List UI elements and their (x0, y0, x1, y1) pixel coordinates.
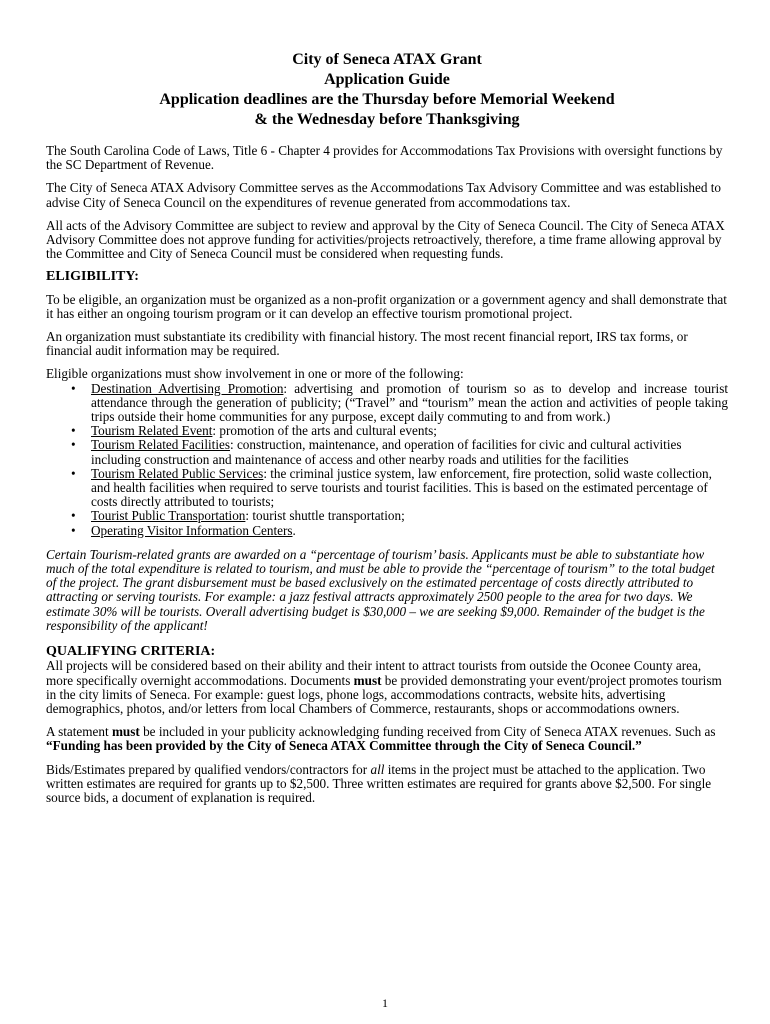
list-item (71, 522, 728, 538)
item-term: Tourism Related Facilities (91, 437, 230, 453)
document-page (46, 50, 728, 814)
bullet-icon: • (71, 380, 76, 396)
text-run: All projects will be considered based on their ability and their intent to attract tourists from outside the Oconee County area, more specifically overnight accommodations. Documents (46, 658, 702, 688)
eligibility-list (46, 382, 728, 538)
bullet-icon: • (71, 508, 76, 524)
item-text: . (292, 522, 296, 538)
title-line-1: City of Seneca ATAX Grant (292, 51, 482, 68)
emphasis-text: must (353, 672, 382, 688)
item-term: Tourism Related Public Services (91, 465, 264, 481)
bullet-icon: • (71, 522, 76, 538)
text-run: items in the project must be attached to the application. Two written estimates are required for grants up to $2,500. Three written estimates are required for grants above $2,500. For single source bids, a document of explanation is required. (46, 761, 712, 805)
qualifying-paragraph-1 (46, 659, 728, 716)
text-run: be included in your publicity acknowledging funding received from City of Seneca ATAX revenues. Such as (139, 724, 716, 740)
title-line-3: Application deadlines are the Thursday before Memorial Weekend (159, 91, 615, 108)
title-line-4: & the Wednesday before Thanksgiving (254, 111, 520, 128)
eligibility-paragraph-1: To be eligible, an organization must be organized as a non-profit organization or a government agency and shall demonstrate that it has either an ongoing tourism program or it can develop an effective tourism promotional project. (46, 291, 727, 321)
list-item (71, 465, 728, 510)
bullet-icon: • (71, 465, 76, 481)
document-title (46, 50, 728, 130)
item-term: Tourism Related Event (91, 423, 213, 439)
item-term: Operating Visitor Information Centers (91, 522, 293, 538)
eligibility-heading: ELIGIBILITY: (46, 269, 139, 285)
emphasis-text: must (111, 724, 140, 740)
text-run: Bids/Estimates prepared by qualified vendors/contractors for (46, 761, 371, 777)
funding-statement-quote: “Funding has been provided by the City of Seneca ATAX Committee through the City of Seneca Council.” (46, 738, 642, 754)
eligibility-paragraph-2: An organization must substantiate its credibility with financial history. The most recent financial report, IRS tax forms, or financial audit information may be required. (46, 329, 688, 359)
percentage-of-tourism-note: Certain Tourism-related grants are awarded on a “percentage of tourism’ basis. Applicants must be able to substantiate how much of the total expenditure is related to tourism, and must be able to provide the “percentage of tourism” to the total budget of the project. The grant disbursement must be based exclusively on the estimated percentage of costs directly attributed to attracting or serving tourists. For example: a jazz festival attracts approximately 2500 people to the area for two days. We estimate 30% will be tourists. Overall advertising budget is $30,000 – we are seeking $9,000. Remainder of the budget is the responsibility of the applicant! (46, 546, 715, 633)
text-run: be provided demonstrating your event/project promotes tourism in the city limits of Seneca. For example: guest logs, phone logs, accommodations contracts, website hits, advertising demographics, photos, and/or letters from local Chambers of Commerce, restaurants, shops or accommodations owners. (46, 672, 722, 716)
intro-paragraph-2: The City of Seneca ATAX Advisory Committee serves as the Accommodations Tax Advisory Committee and was established to advise City of Seneca Council on the expenditures of revenue generated from accommodations tax. (46, 180, 721, 210)
item-text: : the criminal justice system, law enforcement, fire protection, solid waste collection, and health facilities when required to serve tourists and tourist facilities. This is based on the estimated percentage of costs directly attributed to tourists; (91, 465, 712, 510)
item-text: : construction, maintenance, and operation of facilities for civic and cultural activities including construction and maintenance of access and other nearby roads and utilities for the facilities (91, 437, 682, 467)
item-text: : promotion of the arts and cultural events; (212, 423, 437, 439)
intro-paragraph-3: All acts of the Advisory Committee are subject to review and approval by the City of Seneca Council. The City of Seneca ATAX Advisory Committee does not approve funding for activities/projects retroactively, therefore, a time frame allowing approval by the Committee and City of Seneca Council must be considered when requesting funds. (46, 217, 725, 262)
title-line-2: Application Guide (324, 71, 450, 88)
item-term: Tourist Public Transportation (91, 508, 246, 524)
item-term: Destination Advertising Promotion (91, 380, 284, 396)
page-number: 1 (382, 996, 388, 1010)
list-item (71, 437, 728, 467)
bullet-icon: • (71, 423, 76, 439)
text-run: A statement (46, 724, 112, 740)
item-text: : tourist shuttle transportation; (245, 508, 405, 524)
qualifying-paragraph-3 (46, 763, 728, 806)
emphasis-text: all (370, 761, 385, 777)
list-item (71, 423, 728, 439)
list-item (71, 508, 728, 524)
eligibility-list-intro: Eligible organizations must show involvement in one or more of the following: (46, 366, 464, 382)
intro-paragraph-1: The South Carolina Code of Laws, Title 6 - Chapter 4 provides for Accommodations Tax Provisions with oversight functions by the SC Department of Revenue. (46, 143, 723, 173)
item-text: : advertising and promotion of tourism so as to develop and increase tourist attendance through the generation of publicity; (“Travel” and “tourism” mean the action and activities of people taking trips outside their home communities for any purpose, except daily commuting to and from work.) (91, 380, 728, 425)
list-item (71, 380, 728, 425)
qualifying-paragraph-2 (46, 725, 728, 753)
qualifying-criteria-heading: QUALIFYING CRITERIA: (46, 644, 216, 660)
bullet-icon: • (71, 437, 76, 453)
